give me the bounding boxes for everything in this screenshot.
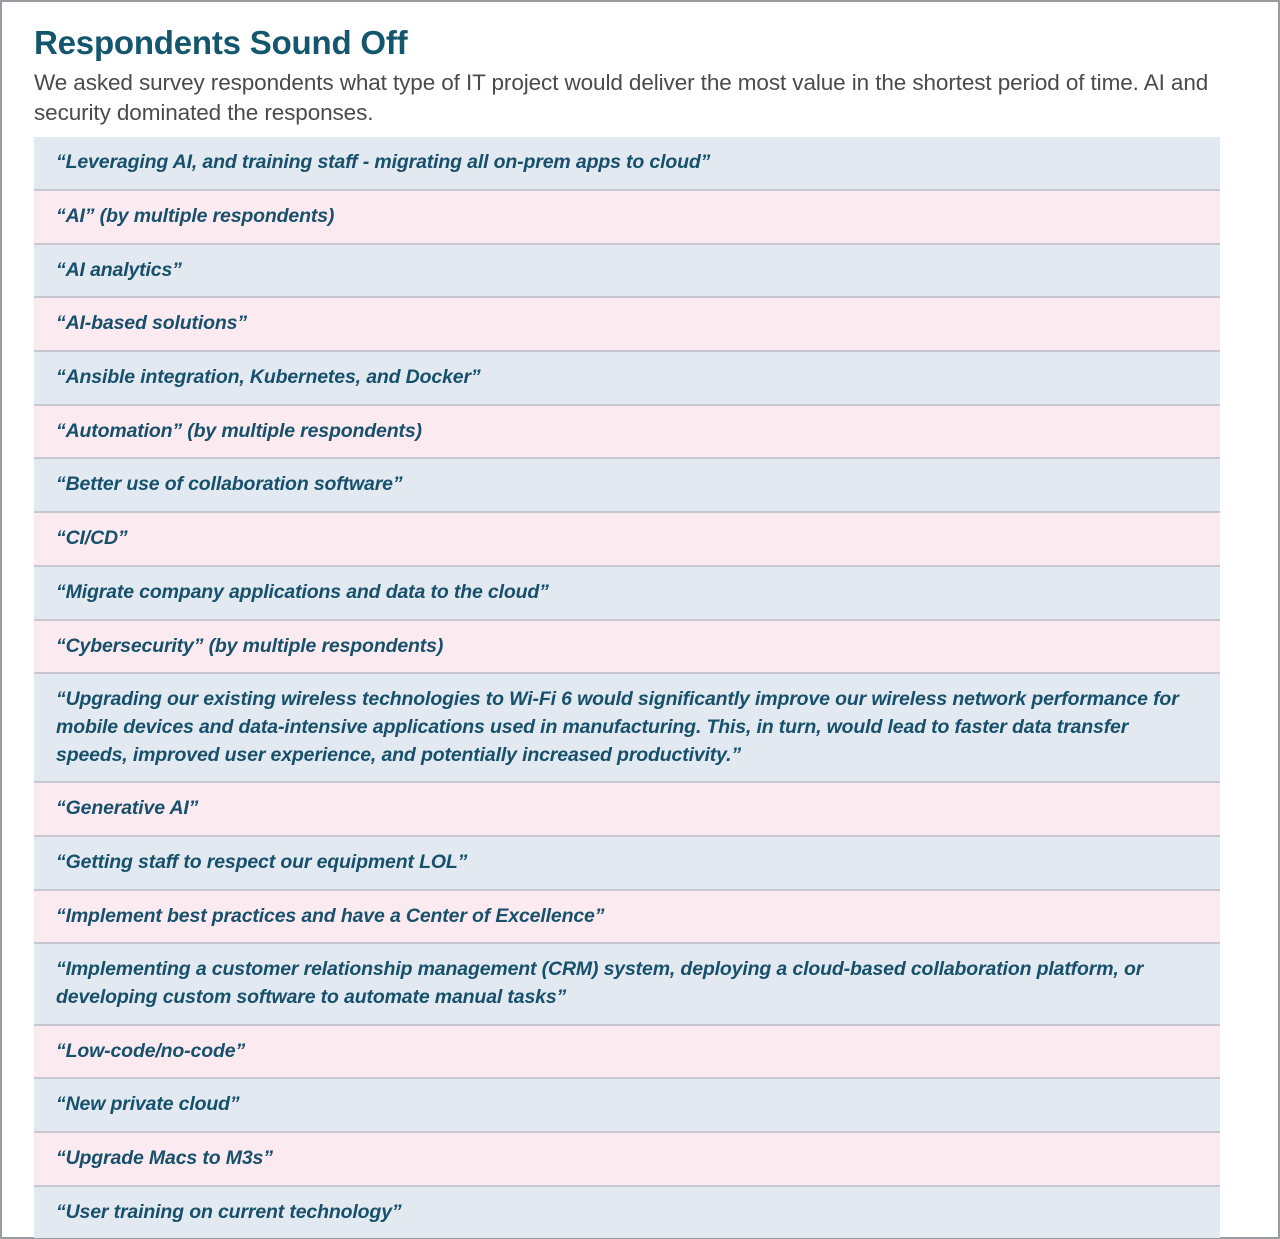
page-content bbox=[2, 2, 1278, 1238]
quote-text: “Automation” (by multiple respondents) bbox=[56, 419, 422, 442]
quote-text: “Upgrading our existing wireless technologies to Wi-Fi 6 would significantly improve our wireless network performance for mobile devices and data-intensive applications used in manufacturing. This, in turn, would lead to faster data transfer speeds, improved user experience, and potentially increased productivity.” bbox=[56, 688, 1179, 766]
quote-text: “AI-based solutions” bbox=[56, 312, 247, 335]
quote-text: “Better use of collaboration software” bbox=[56, 473, 403, 496]
page-title: Respondents Sound Off bbox=[34, 24, 408, 61]
table-row bbox=[34, 620, 1220, 674]
quote-rows-body bbox=[34, 137, 1220, 1238]
table-row bbox=[34, 782, 1220, 836]
table-row bbox=[34, 836, 1220, 890]
quote-text: “Leveraging AI, and training staff - migrating all on-prem apps to cloud” bbox=[56, 151, 711, 174]
table-row bbox=[34, 512, 1220, 566]
table-row bbox=[34, 890, 1220, 944]
quote-text: “Low-code/no-code” bbox=[56, 1039, 246, 1062]
quote-text: “Getting staff to respect our equipment LOL” bbox=[56, 850, 468, 873]
quote-text: “Generative AI” bbox=[56, 797, 199, 820]
table-row bbox=[34, 244, 1220, 298]
quote-text: “Implementing a customer relationship management (CRM) system, deploying a cloud-based collaboration platform, or developing custom software to automate manual tasks” bbox=[56, 958, 1144, 1008]
table-row bbox=[34, 351, 1220, 405]
table-row bbox=[34, 1186, 1220, 1239]
quote-text: “Upgrade Macs to M3s” bbox=[56, 1147, 273, 1170]
table-row bbox=[34, 1025, 1220, 1079]
quote-text: “Ansible integration, Kubernetes, and Docker” bbox=[56, 366, 481, 389]
quote-text: “Cybersecurity” (by multiple respondents) bbox=[56, 634, 444, 657]
table-row bbox=[34, 673, 1220, 782]
table-row bbox=[34, 405, 1220, 459]
table-row bbox=[34, 1078, 1220, 1132]
table-row bbox=[34, 137, 1220, 190]
quote-text: “AI analytics” bbox=[56, 258, 182, 281]
table-row bbox=[34, 458, 1220, 512]
quote-text: “Migrate company applications and data to the cloud” bbox=[56, 580, 549, 603]
table-row bbox=[34, 943, 1220, 1024]
respondent-quotes-table bbox=[34, 137, 1220, 1238]
quote-text: “User training on current technology” bbox=[56, 1200, 402, 1223]
quote-text: “CI/CD” bbox=[56, 527, 128, 550]
table-row bbox=[34, 297, 1220, 351]
page-subtitle: We asked survey respondents what type of IT project would deliver the most value in the shortest period of time. AI and security dominated the responses. bbox=[34, 69, 1209, 125]
quote-text: “Implement best practices and have a Center of Excellence” bbox=[56, 904, 605, 927]
quote-text: “AI” (by multiple respondents) bbox=[56, 205, 335, 227]
table-row bbox=[34, 1132, 1220, 1186]
quote-text: “New private cloud” bbox=[56, 1093, 240, 1116]
table-row bbox=[34, 190, 1220, 244]
table-row bbox=[34, 566, 1220, 620]
